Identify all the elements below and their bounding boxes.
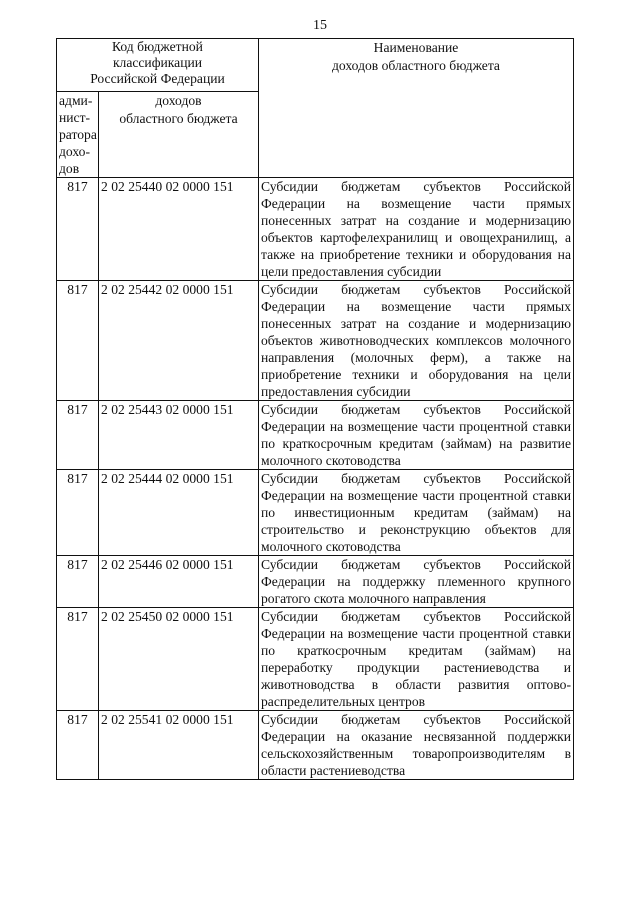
- header-income-name: [259, 39, 574, 178]
- header-admin-line: адми-: [59, 93, 93, 108]
- page-number: 15: [313, 18, 327, 33]
- admin-code-cell: 817: [57, 470, 99, 556]
- admin-code-cell: 817: [57, 711, 99, 780]
- table-row: [57, 711, 574, 780]
- header-row-top: [57, 39, 574, 92]
- header-admin-line: ратора: [59, 127, 97, 142]
- income-name-cell: Субсидии бюджетам субъектов Российской Федерации на возмещение части процентной ставки по краткосрочным кредитам (займам) на развитие молочного скотоводства: [259, 401, 574, 470]
- table-row: [57, 608, 574, 711]
- admin-code-cell: 817: [57, 401, 99, 470]
- table-row: [57, 556, 574, 608]
- header-group-line: Российской Федерации: [90, 71, 225, 86]
- budget-code-cell: 2 02 25442 02 0000 151: [99, 281, 259, 401]
- table-row: [57, 401, 574, 470]
- budget-code-cell: 2 02 25443 02 0000 151: [99, 401, 259, 470]
- budget-code-cell: 2 02 25444 02 0000 151: [99, 470, 259, 556]
- header-group-line: классификации: [112, 55, 203, 70]
- header-code-line: доходов: [155, 93, 202, 108]
- budget-code-cell: 2 02 25440 02 0000 151: [99, 178, 259, 281]
- budget-classification-table: [56, 38, 574, 780]
- admin-code-cell: 817: [57, 281, 99, 401]
- budget-code-cell: 2 02 25541 02 0000 151: [99, 711, 259, 780]
- table-row: [57, 281, 574, 401]
- income-name-cell: Субсидии бюджетам субъектов Российской Федерации на возмещение части прямых понесенных затрат на создание и модернизацию объектов животноводческих комплексов молочного направления (молочных ферм), а также на приобретение техники и оборудования на цели предоставления субсидии: [259, 281, 574, 401]
- table-header: [57, 39, 574, 178]
- table-row: [57, 178, 574, 281]
- header-admin-line: дохо-: [59, 144, 90, 159]
- admin-code-cell: 817: [57, 608, 99, 711]
- table-row: [57, 470, 574, 556]
- header-group-line: Код бюджетной: [112, 39, 203, 54]
- income-name-cell: Субсидии бюджетам субъектов Российской Федерации на оказание несвязанной поддержки сельскохозяйственным товаропроизводителям в области растениеводства: [259, 711, 574, 780]
- income-name-cell: Субсидии бюджетам субъектов Российской Федерации на возмещение части прямых понесенных затрат на создание и модернизацию объектов картофелехранилищ и овощехранилищ, а также на приобретение техники и оборудования на цели предоставления субсидии: [259, 178, 574, 281]
- header-admin-line: нист-: [59, 110, 91, 125]
- budget-code-cell: 2 02 25446 02 0000 151: [99, 556, 259, 608]
- header-code-line: областного бюджета: [119, 111, 238, 126]
- budget-code-cell: 2 02 25450 02 0000 151: [99, 608, 259, 711]
- header-budget-classification-code: [57, 39, 259, 92]
- admin-code-cell: 817: [57, 178, 99, 281]
- table-body: [57, 178, 574, 780]
- header-name-line: доходов областного бюджета: [332, 58, 500, 73]
- admin-code-cell: 817: [57, 556, 99, 608]
- income-name-cell: Субсидии бюджетам субъектов Российской Федерации на поддержку племенного крупного рогатого скота молочного направления: [259, 556, 574, 608]
- income-name-cell: Субсидии бюджетам субъектов Российской Федерации на возмещение части процентной ставки по инвестиционным кредитам (займам) на строительство и реконструкцию объектов для молочного скотоводства: [259, 470, 574, 556]
- header-income-administrator: [57, 92, 99, 178]
- income-name-cell: Субсидии бюджетам субъектов Российской Федерации на возмещение части процентной ставки по краткосрочным кредитам (займам) на переработку продукции растениеводства и животноводства в области развития оптово-распределительных центров: [259, 608, 574, 711]
- header-regional-budget-income: [99, 92, 259, 178]
- header-admin-line: дов: [59, 161, 80, 176]
- header-name-line: Наименование: [373, 40, 459, 55]
